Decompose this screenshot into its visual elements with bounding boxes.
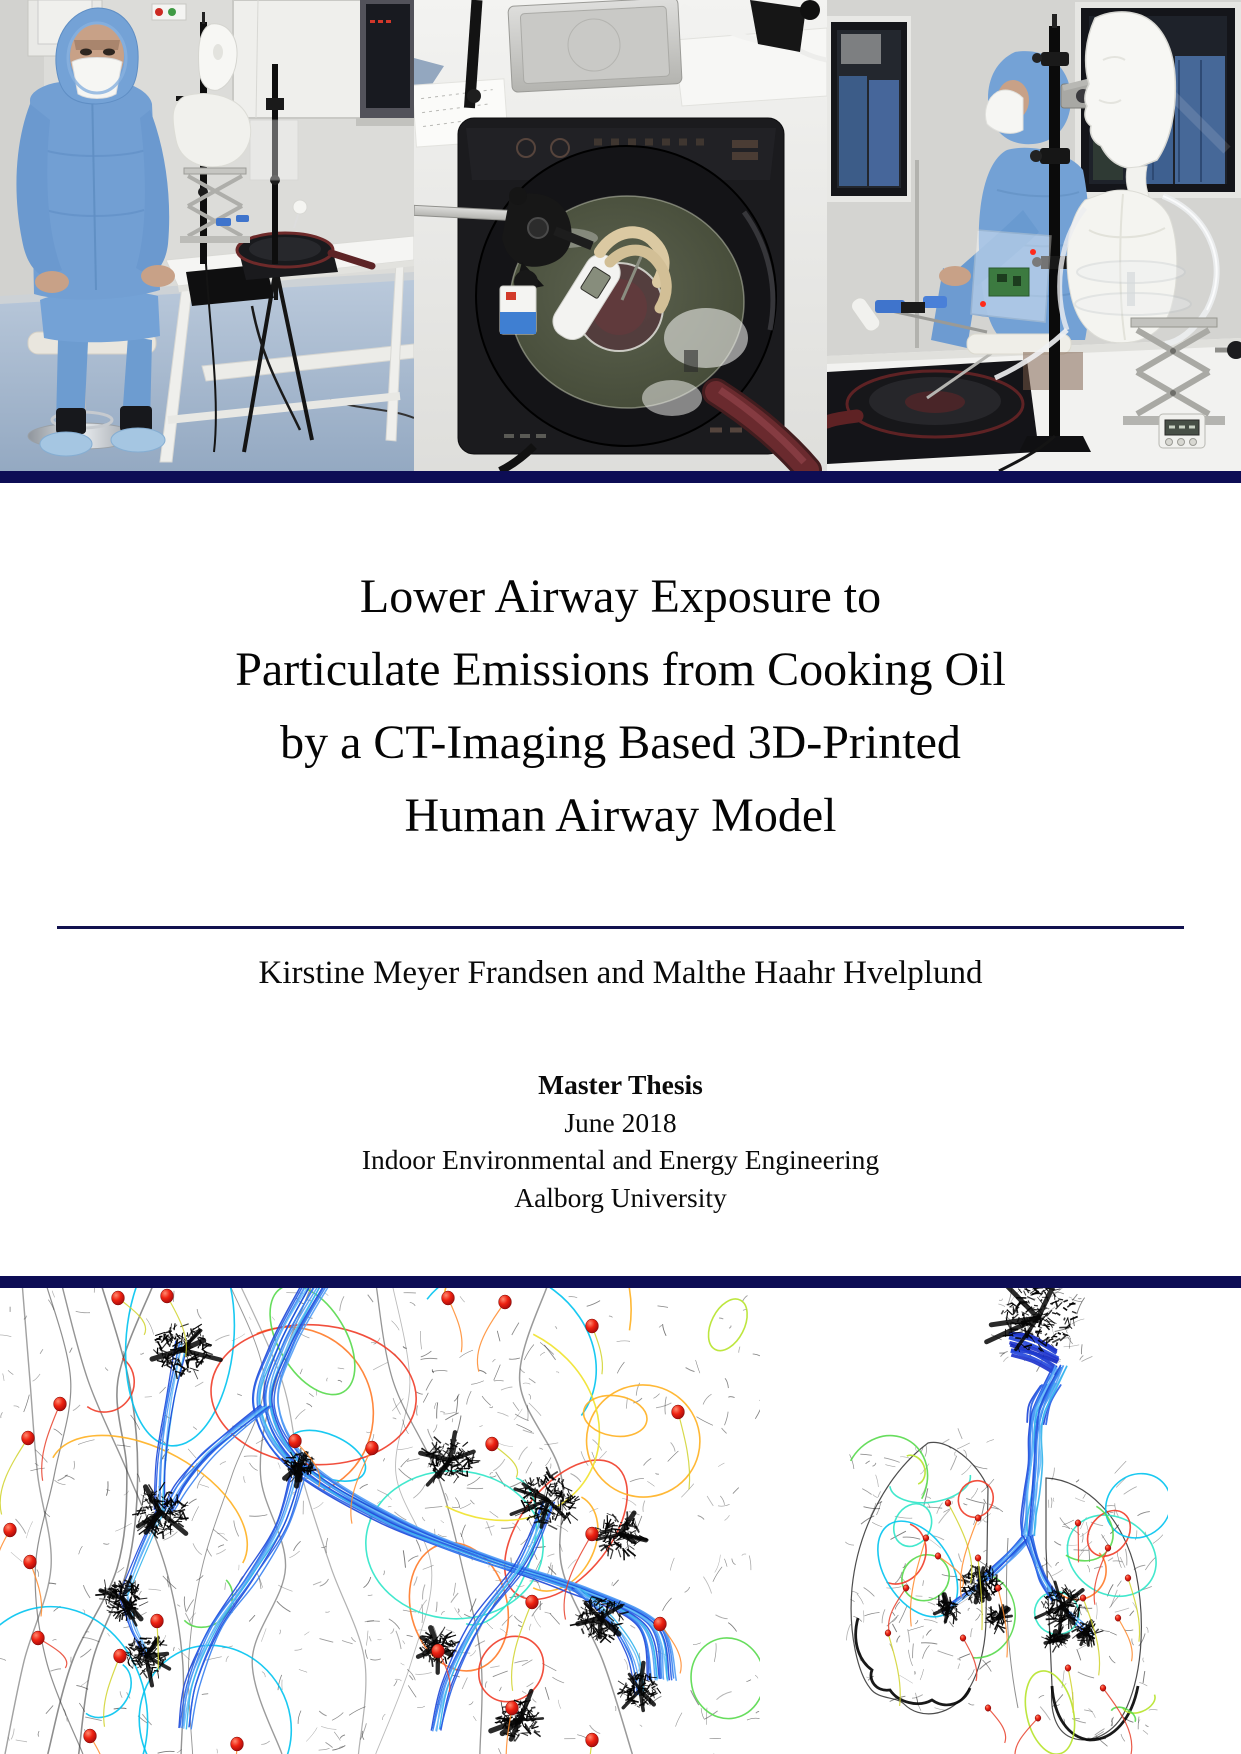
viz-streamlines-closeup — [0, 1288, 760, 1754]
photo-airway-model-side — [827, 0, 1241, 471]
red-led — [1030, 249, 1036, 255]
precision-scale — [508, 0, 682, 92]
visualization-strip — [0, 1288, 1241, 1754]
divider-bar-top — [0, 471, 1241, 483]
title-line: by a CT-Imaging Based 3D-Printed — [280, 716, 961, 769]
thesis-title — [0, 560, 1241, 852]
authors-line: Kirstine Meyer Frandsen and Malthe Haahr Hvelplund — [258, 955, 983, 991]
hand — [141, 265, 175, 287]
red-led — [980, 301, 986, 307]
window-reflection — [664, 308, 748, 368]
title-line: Lower Airway Exposure to — [359, 570, 882, 623]
viz-streamlines-full-airway — [828, 1288, 1168, 1754]
thesis-programme: Indoor Environmental and Energy Engineering — [361, 1144, 880, 1175]
hand — [35, 271, 69, 293]
respirator-mask — [985, 90, 1023, 133]
electronics-bag — [971, 230, 1051, 322]
photo-participant-frontal — [0, 0, 414, 471]
title-line: Human Airway Model — [404, 789, 837, 842]
photo-frying-pan-closeup — [414, 0, 827, 471]
title-line: Particulate Emissions from Cooking Oil — [235, 643, 1006, 696]
horizontal-rule — [57, 926, 1184, 929]
door-control-sign — [152, 4, 186, 20]
sticker — [500, 286, 536, 334]
thesis-institution: Aalborg University — [514, 1181, 727, 1213]
lab-door — [233, 0, 361, 118]
dark-window — [356, 0, 414, 126]
digital-timer — [1159, 414, 1205, 448]
divider-bar-bottom — [0, 1276, 1241, 1288]
photo-strip — [0, 0, 1241, 471]
blue-clamp — [216, 218, 231, 226]
thesis-info — [0, 1066, 1241, 1216]
hand — [939, 266, 971, 286]
thesis-type: Master Thesis — [538, 1069, 703, 1100]
printed-lung-model — [173, 94, 251, 167]
left-window — [827, 16, 911, 202]
thesis-date: June 2018 — [564, 1106, 677, 1138]
